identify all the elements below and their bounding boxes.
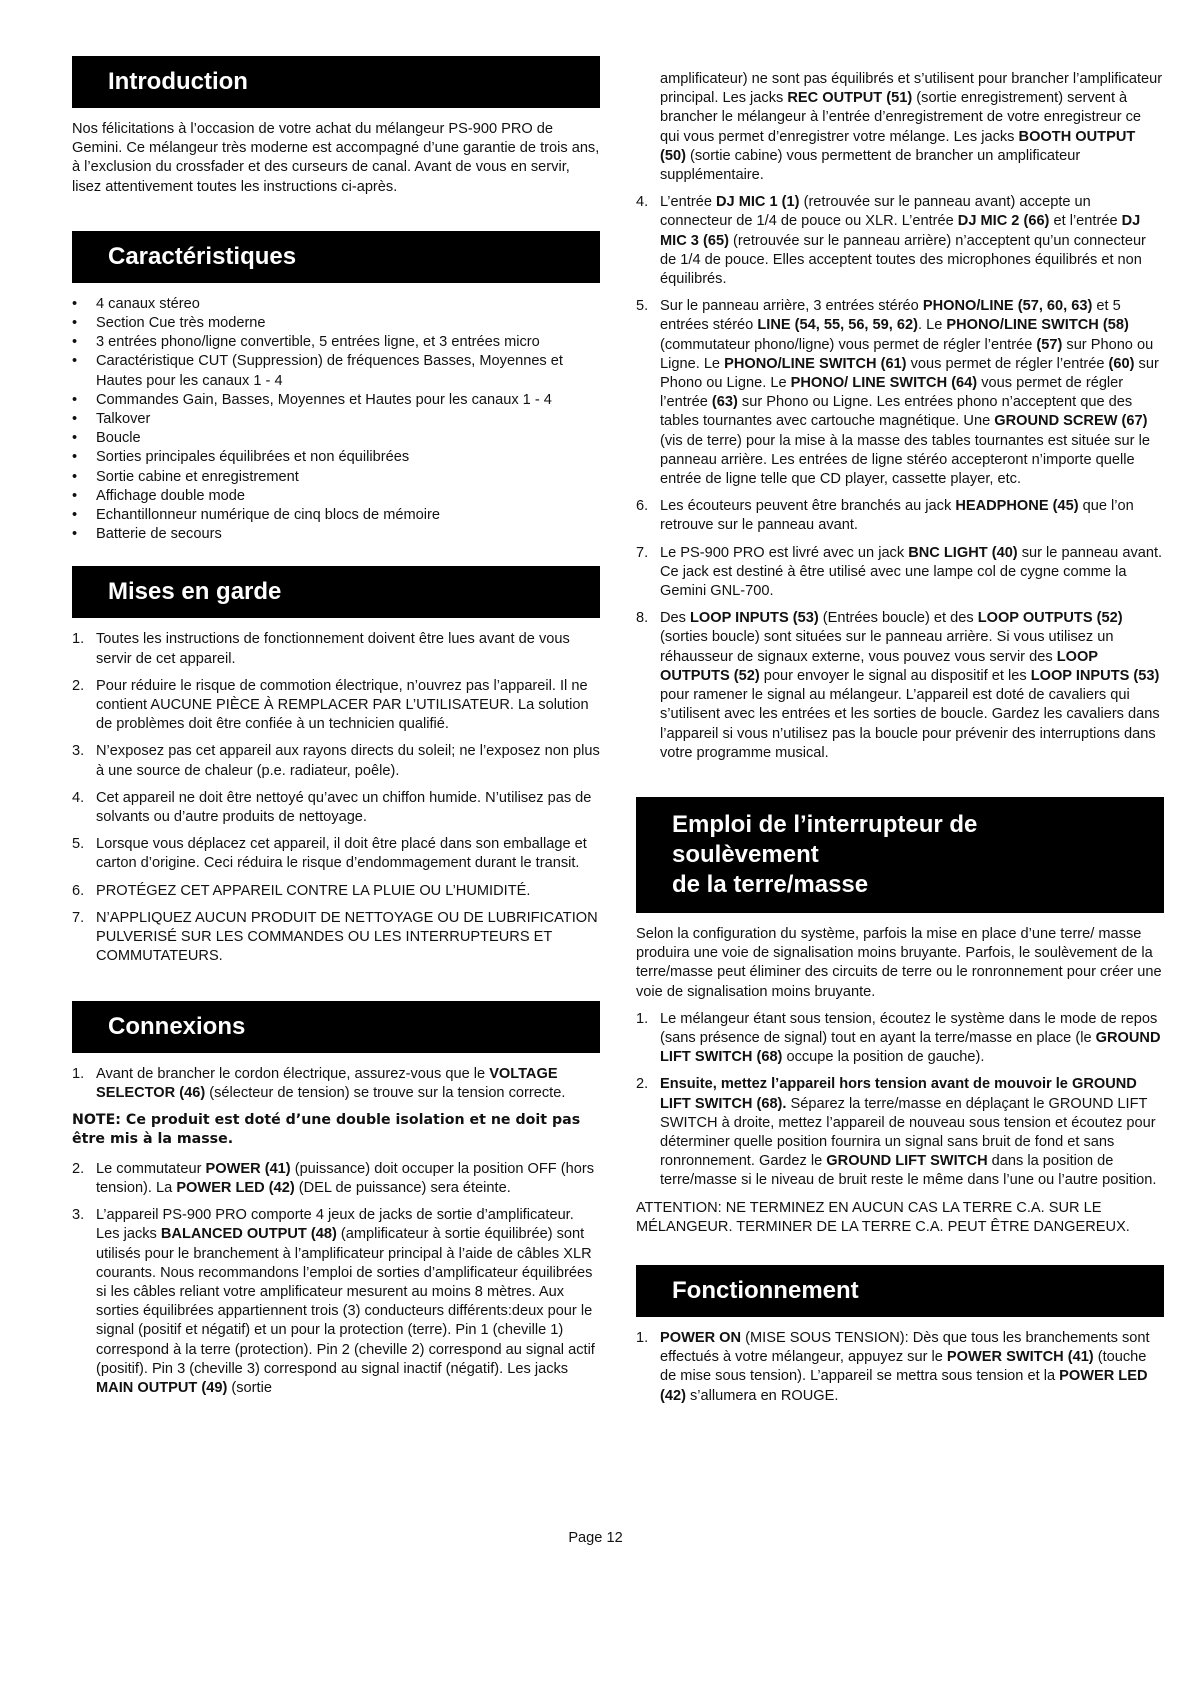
fonctionnement-list (636, 1329, 1164, 1406)
list-item: • 4 canaux stéreo (72, 295, 600, 314)
list-item: • Boucle (72, 429, 600, 448)
ground-lift-list (636, 1010, 1164, 1191)
list-item: 1. Toutes les instructions de fonctionnement doivent être lues avant de vous servir de cet appareil. (72, 631, 570, 667)
list-item: 6. PROTÉGEZ CET APPAREIL CONTRE LA PLUIE OU L’HUMIDITÉ. (72, 882, 531, 899)
list-item: • Commandes Gain, Basses, Moyennes et Hautes pour les canaux 1 - 4 (72, 391, 600, 410)
list-item: 3. N’exposez pas cet appareil aux rayons directs du soleil; ne l’exposez non plus à une source de chaleur (p.e. radiateur, poêle). (72, 743, 600, 779)
list-item: 5. Sur le panneau arrière, 3 entrées stéréo PHONO/LINE (57, 60, 63) et 5 entrées stéréo LINE (54, 55, 56, 59, 62). Le PHONO/LINE SWITCH (58) (commutateur phono/ligne) vous permet de régler l’entrée (57) sur Phono ou Ligne. Le PHONO/LINE SWITCH (61) vous permet de régler l’entrée (60) sur Phono ou Ligne. Le PHONO/ LINE SWITCH (64) vous permet de régler l’entrée (63) sur Phono ou Ligne. Les entrées phono n’acceptent que des tables tournantes avec cartouche magnétique. Une GROUND SCREW (67) (vis de terre) pour la mise à la masse des tables tournantes est située sur le panneau arrière. Les entrées de ligne stéréo accepteront n’importe quelle entrée de ligne telle que CD player, cassette player, etc. (636, 298, 1159, 488)
list-item: 7. N’APPLIQUEZ AUCUN PRODUIT DE NETTOYAGE OU DE LUBRIFICATION PULVERISÉ SUR LES COMMANDES OU LES INTERRUPTEURS ET COMMUTATEURS. (72, 909, 598, 965)
list-item: 2. Le commutateur POWER (41) (puissance) doit occuper la position OFF (hors tension). La POWER LED (42) (DEL de puissance) sera éteinte. (72, 1160, 595, 1196)
list-item: 6. Les écouteurs peuvent être branchés au jack HEADPHONE (45) que l’on retrouve sur le panneau avant. (636, 498, 1134, 534)
left-column (72, 56, 600, 1406)
list-item: • Batterie de secours (72, 525, 600, 544)
list-item: • Affichage double mode (72, 487, 600, 506)
list-item: 4. L’entrée DJ MIC 1 (1) (retrouvée sur le panneau avant) accepte un connecteur de 1/4 de pouce ou XLR. L’entrée DJ MIC 2 (66) et l’entrée DJ MIC 3 (65) (retrouvée sur le panneau arrière) n’acceptent qu’un connecteur de 1/4 de pouce. Elles acceptent toutes des microphones équilibrés et non équilibrés. (636, 194, 1146, 288)
list-item: 5. Lorsque vous déplacez cet appareil, il doit être placé dans son emballage et carton d’origine. Ceci réduira le risque d’endommagement durant le transit. (72, 836, 587, 872)
ground-lift-text: Selon la configuration du système, parfois la mise en place d’une terre/ masse produira une voie de signalisation moins bruyante. Parfois, le soulèvement de la terre/masse peut éliminer des circuits de terre ou le ronronnement pour créer une voie de signalisation moins bruyante. (636, 925, 1162, 1000)
introduction-heading: Introduction (72, 56, 600, 108)
ground-lift-heading: Emploi de l’interrupteur de soulèvement de la terre/masse (636, 797, 1164, 913)
mises-en-garde-heading: Mises en garde (72, 566, 600, 618)
warnings-list (72, 630, 600, 966)
attention-text: ATTENTION: NE TERMINEZ EN AUCUN CAS LA TERRE C.A. SUR LE MÉLANGEUR. TERMINER DE LA TERRE C.A. PEUT ÊTRE DANGEREUX. (636, 1199, 1130, 1235)
connexions-list-right (636, 70, 1164, 763)
list-item: 2. Pour réduire le risque de commotion électrique, n’ouvrez pas l’appareil. Il ne contient AUCUNE PIÈCE À REMPLACER PAR L’UTILISATEUR. La solution de problèmes doit être confiée à un technicien qualifié. (72, 677, 589, 733)
connexions-list-cont (72, 1160, 600, 1398)
features-list (72, 295, 600, 545)
list-item: • Caractéristique CUT (Suppression) de fréquences Basses, Moyennes et Hautes pour les canaux 1 - 4 (72, 352, 600, 390)
list-item: • Talkover (72, 410, 600, 429)
list-item: • Section Cue très moderne (72, 314, 600, 333)
caracteristiques-heading: Caractéristiques (72, 231, 600, 283)
list-item: 4. Cet appareil ne doit être nettoyé qu’avec un chiffon humide. N’utilisez pas de solvants ou d’autre produits de nettoyage. (72, 789, 592, 826)
list-item: 2. Ensuite, mettez l’appareil hors tension avant de mouvoir le GROUND LIFT SWITCH (68). Séparez la terre/masse en déplaçant le GROUND LIFT SWITCH à droite, mettez l’appareil de nouveau sous tension et écoutez pour déterminer quelle position fournira un signal sans bruit de fond et sans ronronnement. Gardez le GROUND LIFT SWITCH dans la position de terre/masse si le niveau de bruit reste le même dans l’une ou l’autre position. (636, 1076, 1157, 1189)
list-item: 1. Le mélangeur étant sous tension, écoutez le système dans le mode de repos (sans présence de signal) tout en ayant la terre/masse en place (le GROUND LIFT SWITCH (68) occupe la position de gauche). (636, 1010, 1161, 1066)
note-text: NOTE: Ce produit est doté d’une double isolation et ne doit pas être mis à la masse. (72, 1111, 581, 1148)
list-item: 8. Des LOOP INPUTS (53) (Entrées boucle) et des LOOP OUTPUTS (52) (sorties boucle) sont situées sur le panneau arrière. Si vous utilisez un réhausseur de signaux externe, vous pouvez vous servir des LOOP OUTPUTS (52) pour envoyer le signal au dispositif et les LOOP INPUTS (53) pour ramener le signal au mélangeur. L’appareil est doté de cavaliers qui s’utilisent avec les entrées et les sorties de boucle. Gardez les cavaliers dans l’appareil si vous n’utilisez pas la boucle pour prévenir des interruptions dans votre programme musical. (636, 610, 1160, 761)
connexions-list (72, 1065, 600, 1103)
fonctionnement-heading: Fonctionnement (636, 1265, 1164, 1317)
list-item: 1. Avant de brancher le cordon électrique, assurez-vous que le VOLTAGE SELECTOR (46) (sélecteur de tension) se trouve sur la tension correcte. (72, 1065, 566, 1101)
right-column (636, 70, 1164, 1414)
list-item: • Sortie cabine et enregistrement (72, 468, 600, 487)
introduction-text: Nos félicitations à l’occasion de votre achat du mélangeur PS-900 PRO de Gemini. Ce mélangeur très moderne est accompagné d’une garantie de trois ans, à l’exclusion du crossfader et des curseurs de canal. Avant de vous en servir, lisez attentivement toutes les instructions ci-après. (72, 121, 600, 195)
connexions-heading: Connexions (72, 1001, 600, 1053)
list-item: 7. Le PS-900 PRO est livré avec un jack BNC LIGHT (40) sur le panneau avant. Ce jack est destiné à être utilisé avec une lampe col de cygne comme la Gemini GNL-700. (636, 544, 1163, 600)
list-item: 3. L’appareil PS-900 PRO comporte 4 jeux de jacks de sortie d’amplificateur. Les jacks BALANCED OUTPUT (48) (amplificateur à sortie équilibrée) sont utilisés pour le branchement à l’amplificateur principal à l’aide de câbles XLR courants. Nous recommandons l’emploi de sorties d’amplificateur équilibrées si les câbles reliant votre amplificateur mesurent au moins 8 mètres. Aux sorties équilibrées appartiennent trois (3) conducteurs différents:deux pour le signal (positif et négatif) et un pour la protection (terre). Pin 1 (cheville 1) correspond à la terre (protection). Pin 2 (cheville 2) correspond au signal actif (positif). Pin 3 (cheville 3) correspond au signal inactif (négatif). Les jacks MAIN OUTPUT (49) (sortie (72, 1207, 595, 1396)
list-item: amplificateur) ne sont pas équilibrés et s’utilisent pour brancher l’amplificateur principal. Les jacks REC OUTPUT (51) (sortie enregistrement) servent à brancher le mélangeur à l’entrée d’enregistrement de votre enregistreur ce qui vous permet d’enregistrer votre mélange. Les jacks BOOTH OUTPUT (50) (sortie cabine) vous permettent de brancher un amplificateur supplémentaire. (660, 71, 1163, 184)
list-item: 1. POWER ON (MISE SOUS TENSION): Dès que tous les branchements sont effectués à votre mélangeur, appuyez sur le POWER SWITCH (41) (touche de mise sous tension). L’appareil se mettra sous tension et la POWER LED (42) s’allumera en ROUGE. (636, 1329, 1150, 1404)
page-number: Page 12 (568, 1530, 623, 1546)
list-item: • Sorties principales équilibrées et non équilibrées (72, 448, 600, 467)
list-item: • 3 entrées phono/ligne convertible, 5 entrées ligne, et 3 entrées micro (72, 333, 600, 352)
list-item: • Echantillonneur numérique de cinq blocs de mémoire (72, 506, 600, 525)
